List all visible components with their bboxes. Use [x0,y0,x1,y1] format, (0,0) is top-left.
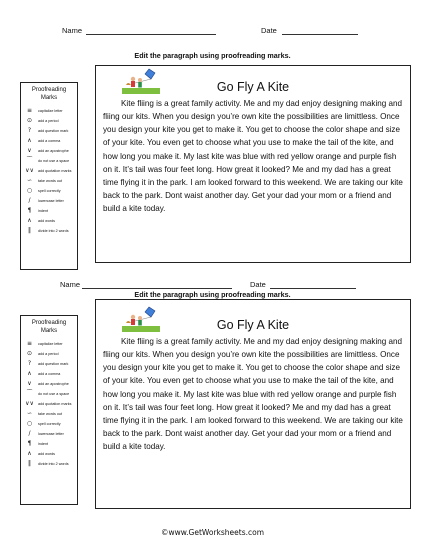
date-blank-line[interactable] [270,288,356,289]
proofreading-marks-key [20,82,78,270]
mark-label: divide into 2 words [38,229,69,233]
delete-mark-icon: ∽ [26,177,33,184]
mark-label: add a period [38,352,59,356]
mark-row [24,379,77,389]
mark-row [24,459,77,469]
mark-label: do not use a space [38,159,70,163]
period-mark-icon: ⊙ [26,350,33,357]
insert-mark-icon: ∧ [27,450,32,457]
marks-key-title-line2: Marks [40,327,58,334]
quotation-mark-icon: ∨∨ [25,167,34,174]
name-date-row [0,26,425,38]
mark-row [24,389,77,399]
mark-label: add an apostrophe [38,149,69,153]
mark-label: add an apostrophe [38,382,69,386]
story-box [95,65,411,263]
mark-row [24,186,77,196]
instruction-text: Edit the paragraph using proofreading marks. [134,51,291,60]
mark-row [24,359,77,369]
marks-key-title [21,87,77,102]
spell-mark-icon: ○ [26,420,33,427]
mark-row [24,196,77,206]
mark-label: indent [38,442,49,446]
story-paragraph: Kite fliing is a great family activity. Me and my dad enjoy designing making and fliing our kits. When you design you’re own kite the possibilities are limittless. Once you design your kite you get to make it. You get to choose the color shape and size of your kite. You even get to choose what you use to make the tail of the kite, and how long you make it. My last kite was blue with red yellow orange and purple fish on it. It’s tail was four feet long. How great it looked? Me and my dad has a great time flying it in the park. I am looked forward to this weekend. We are taking our kite back to the park. Dont waist another day. Get your dad your mom or a friend and build a kite today. [103,337,403,452]
mark-row [24,206,77,216]
story-paragraph: Kite fliing is a great family activity. Me and my dad enjoy designing making and fliing our kits. When you design you’re own kite the possibilities are limittless. Once you design your kite you get to make it. You get to choose the color shape and size of your kite. You even get to choose what you use to make the tail of the kite, and how long you make it. My last kite was blue with red yellow orange and purple fish on it. It’s tail was four feet long. How great it looked? Me and my dad has a great time flying it in the park. I am looked forward to this weekend. We are taking our kite back to the park. Dont waist another day. Get your dad your mom or a friend and build a kite today. [103,99,403,214]
capitalize-mark-icon: ≡ [26,107,33,114]
mark-label: add a period [38,119,59,123]
mark-row [24,126,77,136]
indent-mark-icon: ¶ [27,440,32,447]
story-title: Go Fly A Kite [216,318,290,332]
indent-mark-icon: ¶ [27,207,32,214]
date-label: Date [261,26,277,35]
mark-row [24,449,77,459]
mark-row [24,176,77,186]
date-label: Date [250,280,266,289]
question-mark-icon: ? [27,127,32,134]
mark-row [24,216,77,226]
mark-label: lowercase letter [38,199,64,203]
mark-label: add words [38,219,56,223]
marks-key-title-line1: Proofreading [31,320,67,326]
divide-mark-icon: ‖ [28,460,31,467]
mark-row [24,429,77,439]
insert-mark-icon: ∧ [27,217,32,224]
apostrophe-mark-icon: ∨ [27,147,32,154]
mark-label: take words out [38,179,62,183]
mark-row [24,399,77,409]
mark-label: take words out [38,412,62,416]
mark-label: add a comma [38,372,61,376]
mark-row [24,349,77,359]
mark-label: add quotation marks [38,402,72,406]
comma-mark-icon: ∧ [27,137,32,144]
mark-row [24,339,77,349]
mark-label: add words [38,452,56,456]
mark-row [24,156,77,166]
quotation-mark-icon: ∨∨ [25,400,34,407]
mark-label: capitalize letter [38,342,63,346]
mark-label: spell correctly [38,422,61,426]
mark-label: add question mark [38,362,69,366]
question-mark-icon: ? [27,360,32,367]
mark-label: add quotation marks [38,169,72,173]
footer-copyright: ©www.GetWorksheets.com [160,528,265,537]
mark-label: add question mark [38,129,69,133]
story-title: Go Fly A Kite [216,80,290,94]
mark-row [24,106,77,116]
marks-key-title-line2: Marks [40,94,58,101]
mark-row [24,439,77,449]
period-mark-icon: ⊙ [26,117,33,124]
proofreading-marks-key [20,315,78,505]
capitalize-mark-icon: ≡ [26,340,33,347]
mark-label: spell correctly [38,189,61,193]
mark-row [24,226,77,236]
mark-label: capitalize letter [38,109,63,113]
mark-row [24,369,77,379]
mark-row [24,166,77,176]
marks-key-title-line1: Proofreading [31,87,67,93]
close-space-mark-icon: ⁀ [27,390,32,397]
lowercase-mark-icon: / [28,197,31,204]
instruction-text: Edit the paragraph using proofreading marks. [134,290,291,299]
mark-label: indent [38,209,49,213]
name-label: Name [60,280,81,289]
name-blank-line[interactable] [82,288,232,289]
date-blank-line[interactable] [282,34,358,35]
worksheet-2 [0,270,425,545]
spell-mark-icon: ○ [26,187,33,194]
mark-row [24,136,77,146]
lowercase-mark-icon: / [28,430,31,437]
apostrophe-mark-icon: ∨ [27,380,32,387]
name-blank-line[interactable] [86,34,216,35]
comma-mark-icon: ∧ [27,370,32,377]
mark-row [24,116,77,126]
marks-key-title [21,320,77,335]
mark-label: add a comma [38,139,61,143]
mark-row [24,146,77,156]
mark-label: lowercase letter [38,432,64,436]
mark-row [24,419,77,429]
close-space-mark-icon: ⁀ [27,157,32,164]
divide-mark-icon: ‖ [28,227,31,234]
marks-list [21,106,77,236]
mark-row [24,409,77,419]
delete-mark-icon: ∽ [26,410,33,417]
mark-label: do not use a space [38,392,70,396]
story-box [95,299,411,509]
name-label: Name [62,26,83,35]
marks-list [21,339,77,469]
mark-label: divide into 2 words [38,462,69,466]
